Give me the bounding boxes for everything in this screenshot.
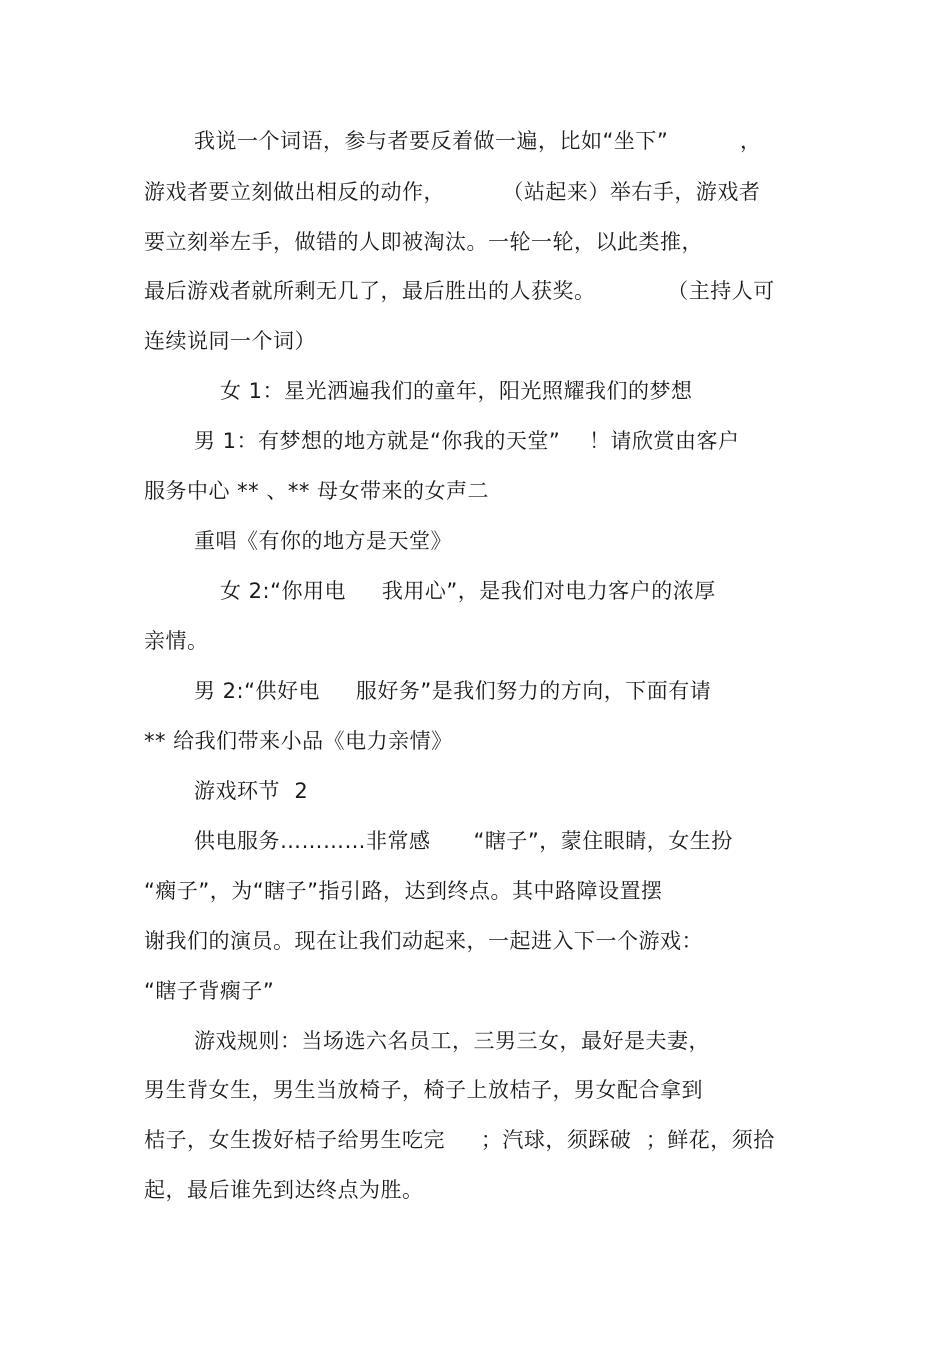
text-line: 亲情。 bbox=[144, 629, 209, 653]
text-line: “瘸子”，为“瞎子”指引路，达到终点。其中路障设置摆 bbox=[144, 879, 663, 903]
text-line: 游戏规则：当场选六名员工，三男三女，最好是夫妻， bbox=[194, 1029, 710, 1053]
text-line: 游戏者要立刻做出相反的动作， （站起来）举右手，游戏者 bbox=[144, 180, 761, 204]
text-line: 最后游戏者就所剩无几了，最后胜出的人获奖。 （主持人可 bbox=[144, 279, 775, 303]
text-line: 女 2:“你用电 我用心”，是我们对电力客户的浓厚 bbox=[220, 579, 716, 603]
text-line: 男 1：有梦想的地方就是“你我的天堂” ！请欣赏由客户 bbox=[194, 429, 740, 453]
text-line: 桔子，女生拨好桔子给男生吃完 ；汽球，须踩破 ；鲜花，须拾 bbox=[144, 1128, 775, 1152]
text-line: 女 1：星光洒遍我们的童年，阳光照耀我们的梦想 bbox=[220, 379, 693, 403]
text-line: 重唱《有你的地方是天堂》 bbox=[194, 529, 452, 553]
text-line: 游戏环节 2 bbox=[194, 779, 309, 803]
text-line: ** 给我们带来小品《电力亲情》 bbox=[144, 729, 453, 753]
text-line: 我说一个词语，参与者要反着做一遍，比如“坐下” ， bbox=[194, 129, 762, 153]
text-line: 供电服务…………非常感 “瞎子”，蒙住眼睛，女生扮 bbox=[194, 829, 733, 853]
text-line: 男 2:“供好电 服好务”是我们努力的方向，下面有请 bbox=[194, 679, 712, 703]
text-line: 要立刻举左手，做错的人即被淘汰。一轮一轮，以此类推， bbox=[144, 230, 703, 254]
text-line: “瞎子背瘸子” bbox=[144, 979, 275, 1003]
text-line: 服务中心 ** 、** 母女带来的女声二 bbox=[144, 479, 490, 503]
text-line: 谢我们的演员。现在让我们动起来，一起进入下一个游戏： bbox=[144, 929, 703, 953]
text-line: 起，最后谁先到达终点为胜。 bbox=[144, 1178, 424, 1202]
text-line: 连续说同一个词） bbox=[144, 329, 316, 353]
text-line: 男生背女生，男生当放椅子，椅子上放桔子，男女配合拿到 bbox=[144, 1078, 703, 1102]
